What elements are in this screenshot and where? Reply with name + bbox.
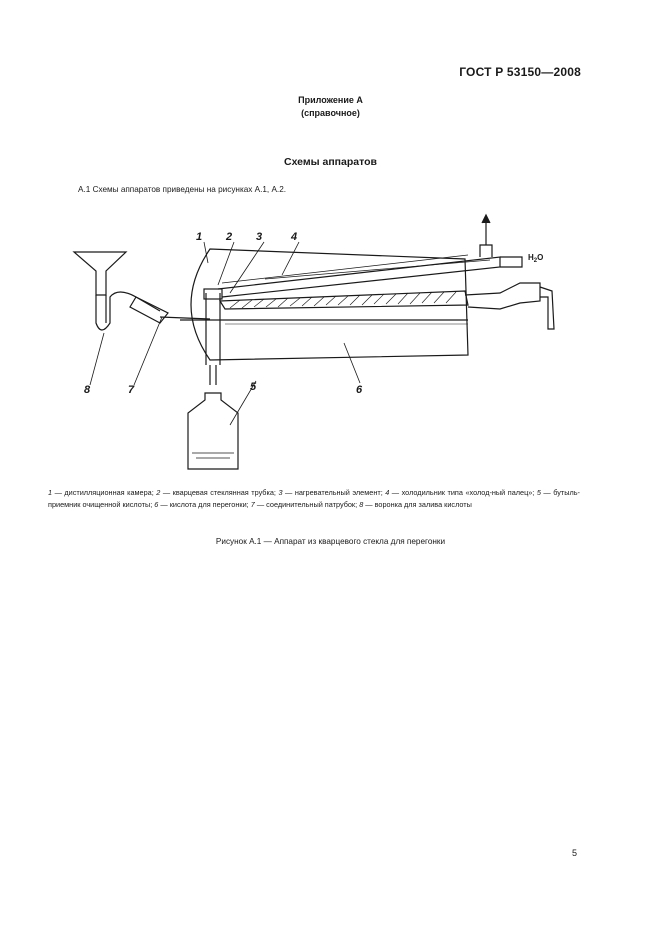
figure-label-5: 5: [250, 381, 257, 393]
quartz-tube: [206, 293, 220, 365]
figure-caption: Рисунок А.1 — Аппарат из кварцевого стекла для перегонки: [215, 537, 446, 546]
apparatus-diagram: [60, 205, 580, 480]
figure-legend: 1 — дистилляционная камера; 2 — кварцевая стеклянная трубка; 3 — нагревательный элемент; 4 — холодильник типа «холод-ный палец»; 5 — бутыль-приемник очищенной кислоты; 6 — кислота для перегонки; 7 — соединительный патрубок; 8 — воронка для залива кислоты: [48, 488, 580, 509]
funnel: [74, 252, 126, 295]
figure-label-1: 1: [196, 231, 203, 243]
figure-label-6: 6: [356, 384, 363, 396]
annex-title: Приложение А: [298, 95, 363, 105]
page-number: 5: [572, 848, 578, 858]
figure-label-7: 7: [128, 384, 135, 396]
connecting-fitting: [130, 297, 168, 323]
section-title: Схемы аппаратов: [283, 156, 377, 168]
figure-label-8: 8: [84, 384, 91, 396]
water-label: $H_2O$: [528, 253, 544, 264]
figure-label-2: 2: [226, 231, 233, 243]
paragraph-a1: А.1 Схемы аппаратов приведены на рисунках А.1, А.2.: [78, 185, 287, 194]
annex-subtitle: (справочное): [301, 108, 360, 118]
figure-label-4: 4: [291, 231, 298, 243]
receiver-bottle: [188, 393, 238, 469]
figure-label-3: 3: [256, 231, 263, 243]
document-code: ГОСТ Р 53150—2008: [459, 65, 581, 79]
